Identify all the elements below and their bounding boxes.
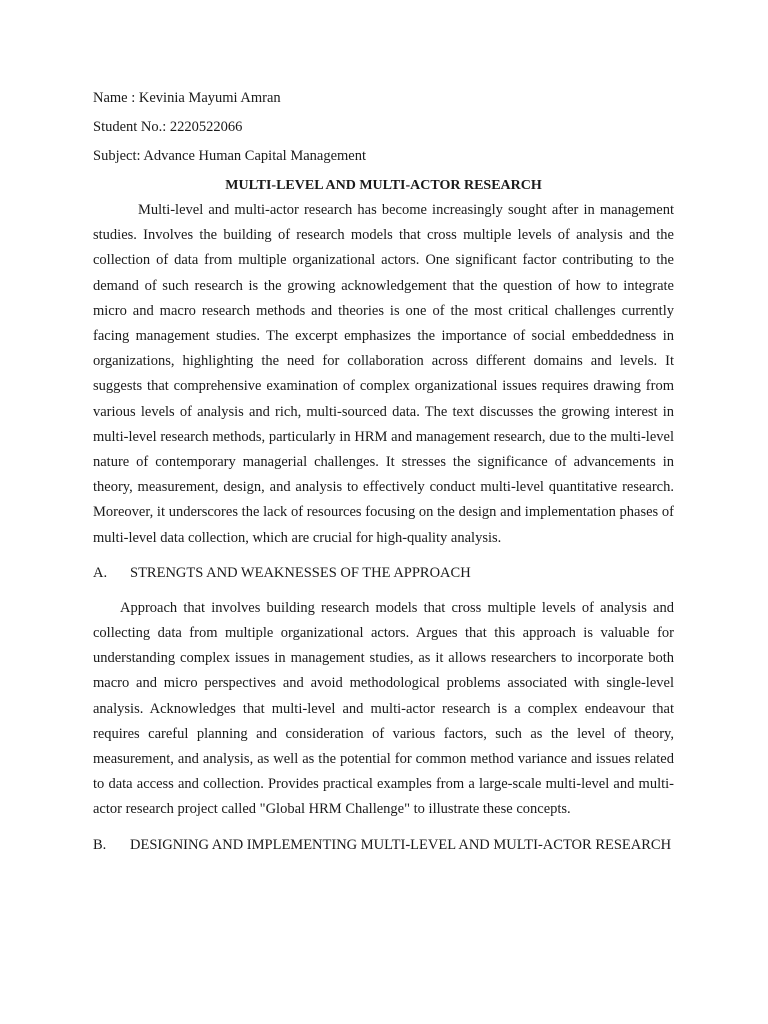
section-a-title: STRENGTS AND WEAKNESSES OF THE APPROACH <box>130 564 471 581</box>
document-title: MULTI-LEVEL AND MULTI-ACTOR RESEARCH <box>225 178 542 193</box>
intro-paragraph: Multi-level and multi-actor research has become increasingly sought after in management studies. Involves the building of research models that cross multiple levels of analysis and the collection of data from multiple organizational actors. One significant factor contributing to the demand of such research is the growing acknowledgement that the question of how to integrate micro and macro research methods and theories is one of the most critical challenges currently facing management studies. The excerpt emphasizes the importance of social embeddedness in organizations, highlighting the need for collaboration across different domains and levels. It suggests that comprehensive examination of complex organizational issues requires drawing from various levels of analysis and rich, multi-sourced data. The text discusses the growing interest in multi-level research methods, particularly in HRM and management research, due to the multi-level nature of contemporary managerial challenges. It stresses the significance of advancements in theory, measurement, design, and analysis to effectively conduct multi-level quantitative research. Moreover, it underscores the lack of resources focusing on the design and implementation phases of multi-level data collection, which are crucial for high-quality analysis. <box>93 202 674 546</box>
subject-line: Subject: Advance Human Capital Management <box>93 148 367 164</box>
section-b-heading <box>93 833 674 858</box>
section-a-letter: A. <box>93 564 108 581</box>
student-name: Name : Kevinia Mayumi Amran <box>93 90 281 106</box>
section-a-heading <box>93 561 674 586</box>
section-a-paragraph: Approach that involves building research models that cross multiple levels of analysis and collecting data from multiple organizational actors. Argues that this approach is valuable for understanding complex issues in management studies, as it allows researchers to incorporate both macro and micro perspectives and avoid methodological problems associated with single-level analysis. Acknowledges that multi-level and multi-actor research is a complex endeavour that requires careful planning and consideration of various factors, such as the level of theory, measurement, and analysis, as well as the potential for common method variance and issues related to data access and collection. Provides practical examples from a large-scale multi-level and multi-actor research project called "Global HRM Challenge" to illustrate these concepts. <box>93 599 674 818</box>
document-page <box>93 86 674 858</box>
section-b-letter: B. <box>93 836 107 853</box>
student-number: Student No.: 2220522066 <box>93 119 243 135</box>
section-b-title: DESIGNING AND IMPLEMENTING MULTI-LEVEL AND MULTI-ACTOR RESEARCH <box>130 836 672 853</box>
